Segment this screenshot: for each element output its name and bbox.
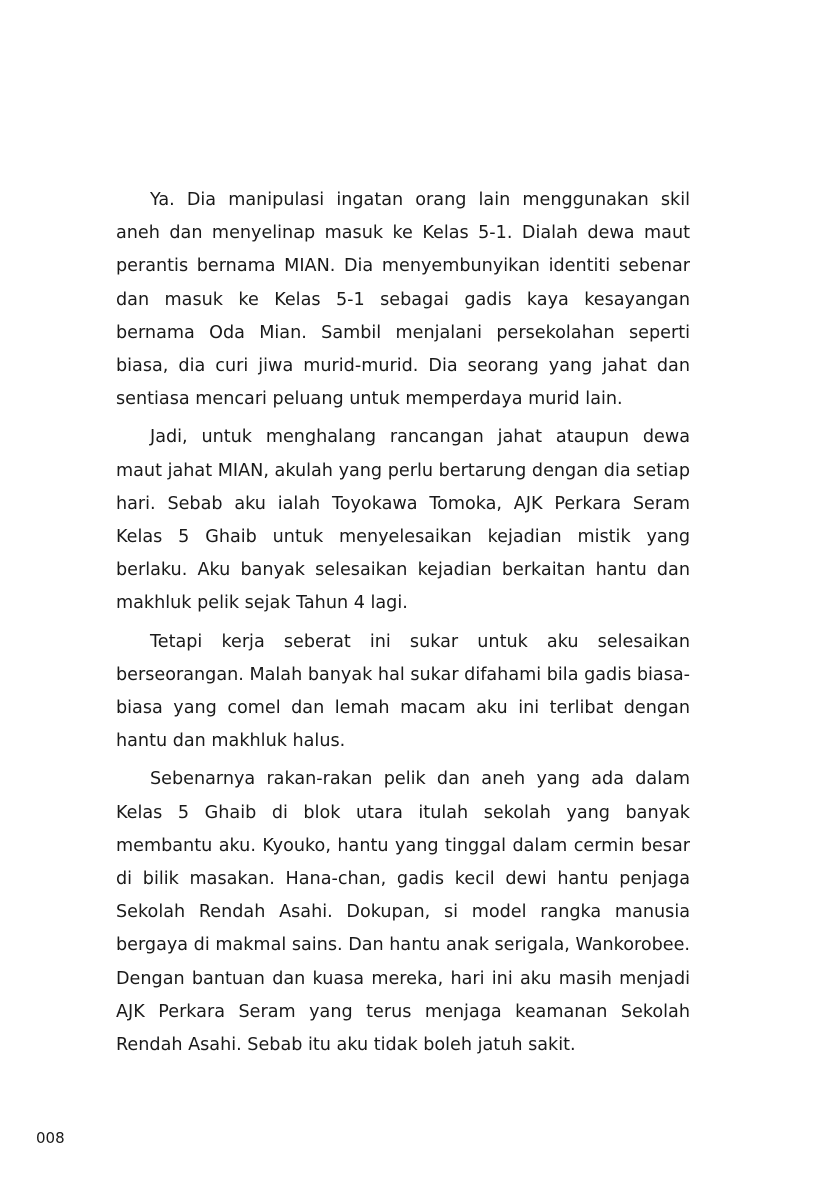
paragraph-2: Jadi, untuk menghalang rancangan jahat ataupun dewa maut jahat MIAN, akulah yang perlu bertarung dengan dia setiap hari. Sebab aku ialah Toyokawa Tomoka, AJK Perkara Seram Kelas 5 Ghaib untuk menyelesaikan kejadian mistik yang berlaku. Aku banyak selesaikan kejadian berkaitan hantu dan makhluk pelik sejak Tahun 4 lagi. (116, 427, 690, 614)
body-text (116, 184, 690, 1067)
page-number: 008 (36, 1129, 65, 1147)
paragraph-4: Sebenarnya rakan-rakan pelik dan aneh yang ada dalam Kelas 5 Ghaib di blok utara itulah sekolah yang banyak membantu aku. Kyouko, hantu yang tinggal dalam cermin besar di bilik masakan. Hana-chan, gadis kecil dewi hantu penjaga Sekolah Rendah Asahi. Dokupan, si model rangka manusia bergaya di makmal sains. Dan hantu anak serigala, Wankorobee. Dengan bantuan dan kuasa mereka, hari ini aku masih menjadi AJK Perkara Seram yang terus menjaga keamanan Sekolah Rendah Asahi. Sebab itu aku tidak boleh jatuh sakit. (116, 769, 690, 1056)
paragraph-3: Tetapi kerja seberat ini sukar untuk aku selesaikan berseorangan. Malah banyak hal sukar difahami bila gadis biasa-biasa yang comel dan lemah macam aku ini terlibat dengan hantu dan makhluk halus. (116, 631, 690, 752)
paragraph-1: Ya. Dia manipulasi ingatan orang lain menggunakan skil aneh dan menyelinap masuk ke Kelas 5-1. Dialah dewa maut perantis bernama MIAN. Dia menyembunyikan identiti sebenar dan masuk ke Kelas 5-1 sebagai gadis kaya kesayangan bernama Oda Mian. Sambil menjalani persekolahan seperti biasa, dia curi jiwa murid-murid. Dia seorang yang jahat dan sentiasa mencari peluang untuk memperdaya murid lain. (116, 190, 690, 410)
